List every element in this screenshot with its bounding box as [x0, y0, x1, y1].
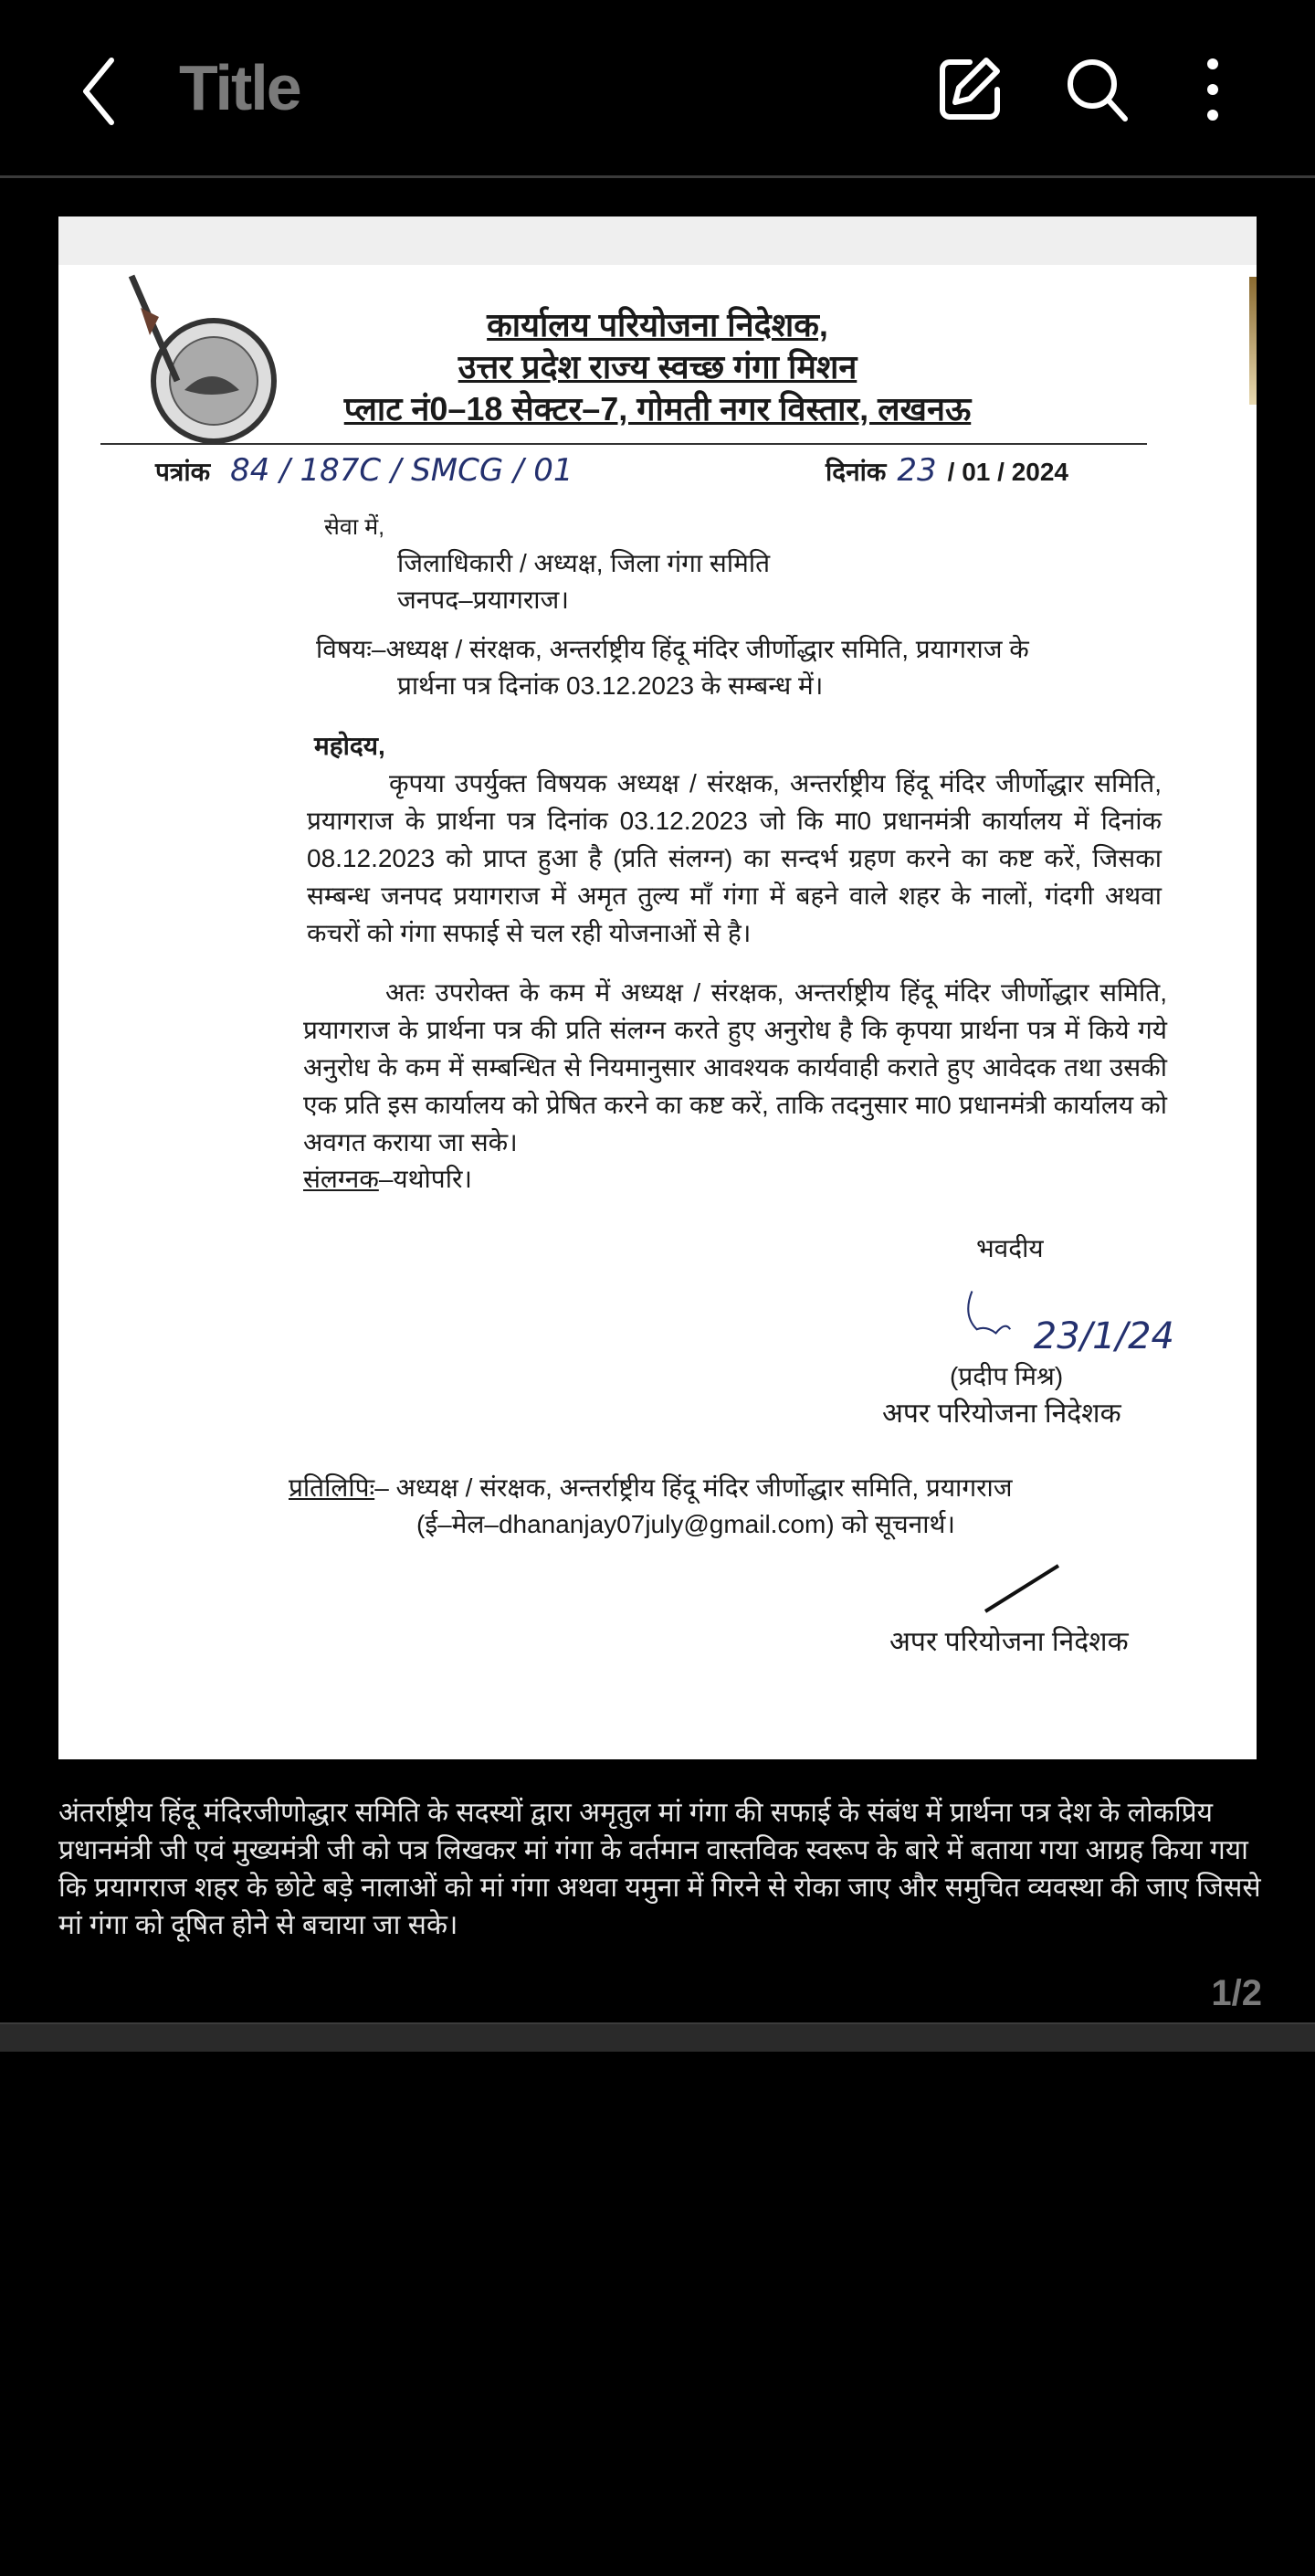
- signatory-name: (प्रदीप मिश्र): [950, 1362, 1064, 1390]
- signature-row: [963, 1267, 1174, 1358]
- viewer-content: [0, 216, 1315, 2052]
- office-mission: उत्तर प्रदेश राज्य स्वच्छ गंगा मिशन: [458, 348, 857, 385]
- signatory-title: अपर परियोजना निदेशक: [882, 1399, 1121, 1429]
- date-day: 23: [897, 452, 937, 489]
- more-vertical-icon: [1176, 53, 1249, 126]
- date-label: दिनांक: [825, 458, 887, 486]
- signature: [963, 1267, 1025, 1358]
- closing: भवदीय: [976, 1234, 1044, 1262]
- ganga-mission-seal: [113, 271, 287, 445]
- signature-date: 23/1/24: [1033, 1315, 1174, 1357]
- copy-text: – अध्यक्ष / संरक्षक, अन्तर्राष्ट्रीय हिंदू मंदिर जीर्णोद्धार समिति, प्रयागराज: [374, 1473, 1013, 1502]
- initial-mark: [981, 1561, 1063, 1616]
- copy-label: प्रतिलिपिः: [289, 1473, 375, 1502]
- scan-edge: [1249, 277, 1257, 405]
- image-caption: अंतर्राष्ट्रीय हिंदू मंदिरजीणोद्धार समिति के सदस्यों द्वारा अमृतुल मां गंगा की सफाई के संबंध में प्रार्थना पत्र देश के लोकप्रिय प्रधानमंत्री जी एवं मुख्यमंत्री जी को पत्र लिखकर मां गंगा के वर्तमान वास्तविक स्वरूप के बारे में बताया गया आग्रह किया गया कि प्रयागराज शहर के छोटे बड़े नालाओं को मां गंगा अथवा यमुना में गिरने से रोका जाए और समुचित व्यवस्था की जाए जिससे मां गंगा को दूषित होने से बचाया जा सके।: [58, 1798, 1261, 1940]
- app-bar: [0, 0, 1315, 178]
- enclosure-label: संलग्नक: [303, 1165, 379, 1193]
- back-button[interactable]: [73, 55, 128, 128]
- page-indicator: 1/2: [1211, 1973, 1262, 2013]
- back-chevron-icon: [73, 55, 128, 128]
- paragraph-2: अतः उपरोक्त के कम में अध्यक्ष / संरक्षक, अन्तर्राष्ट्रीय हिंदू मंदिर जीर्णोद्धार समिति, प्रयागराज के प्रार्थना पत्र की प्रति संलग्न करते हुए अनुरोध है कि कृपया प्रार्थना पत्र में किये गये अनुरोध के कम में सम्बन्धित से नियमानुसार आवश्यक कार्यवाही कराते हुए आवेदक तथा उसकी एक प्रति इस कार्यालय को प्रेषित करने का कष्ट करें, ताकि तदनुसार मा0 प्रधानमंत्री कार्यालय को अवगत कराया जा सके।: [303, 978, 1167, 1156]
- horizontal-scrollbar[interactable]: [0, 2022, 1315, 2052]
- more-options-button[interactable]: [1176, 53, 1249, 126]
- enclosure: [303, 1161, 1174, 1198]
- office-address: प्लाट नं0–18 सेक्टर–7, गोमती नगर विस्तार, लखनऊ: [343, 390, 972, 428]
- copy-line-2: (ई–मेल–dhananjay07july@gmail.com) को सूचनार्थ।: [416, 1510, 955, 1538]
- salutation: महोदय,: [314, 732, 385, 760]
- edit-icon: [933, 53, 1006, 126]
- reference-row: [155, 452, 1068, 491]
- footer-title: अपर परियोजना निदेशक: [889, 1627, 1129, 1657]
- ref-number: 84 / 187C / SMCG / 01: [230, 452, 573, 489]
- subject-line-2: प्रार्थना पत्र दिनांक 03.12.2023 के सम्बन्ध में।: [397, 671, 824, 700]
- office-title: कार्यालय परियोजना निदेशक,: [487, 306, 828, 343]
- edit-button[interactable]: [933, 53, 1006, 126]
- to-line-1: जिलाधिकारी / अध्यक्ष, जिला गंगा समिति: [397, 549, 771, 577]
- ref-label: पत्रांक: [155, 458, 211, 486]
- document-image[interactable]: [58, 216, 1257, 1759]
- copy-line-1: [289, 1470, 1174, 1506]
- page-title: Title: [179, 52, 300, 123]
- subject-line-1: विषयः–अध्यक्ष / संरक्षक, अन्तर्राष्ट्रीय हिंदू मंदिर जीर्णोद्धार समिति, प्रयागराज के: [316, 635, 1029, 663]
- scan-band: [58, 216, 1257, 265]
- date-rest: / 01 / 2024: [947, 458, 1068, 486]
- search-button[interactable]: [1061, 53, 1134, 126]
- to-line-2: जनपद–प्रयागराज।: [397, 586, 569, 614]
- to-label: सेवा में,: [324, 514, 385, 540]
- paragraph-1: कृपया उपर्युक्त विषयक अध्यक्ष / संरक्षक, अन्तर्राष्ट्रीय हिंदू मंदिर जीर्णोद्धार समिति, प्रयागराज के प्रार्थना पत्र दिनांक 03.12.2023 जो कि मा0 प्रधानमंत्री कार्यालय में दिनांक 08.12.2023 को प्राप्त हुआ है (प्रति संलग्न) का सन्दर्भ ग्रहण करने का कष्ट करें, जिसका सम्बन्ध जनपद प्रयागराज में अमृत तुल्य माँ गंगा में बहने वाले शहर के नालों, गंदगी अथवा कचरों को गंगा सफाई से चल रही योजनाओं से है।: [307, 769, 1162, 947]
- enclosure-value: –यथोपरि।: [378, 1165, 473, 1193]
- search-icon: [1061, 53, 1134, 126]
